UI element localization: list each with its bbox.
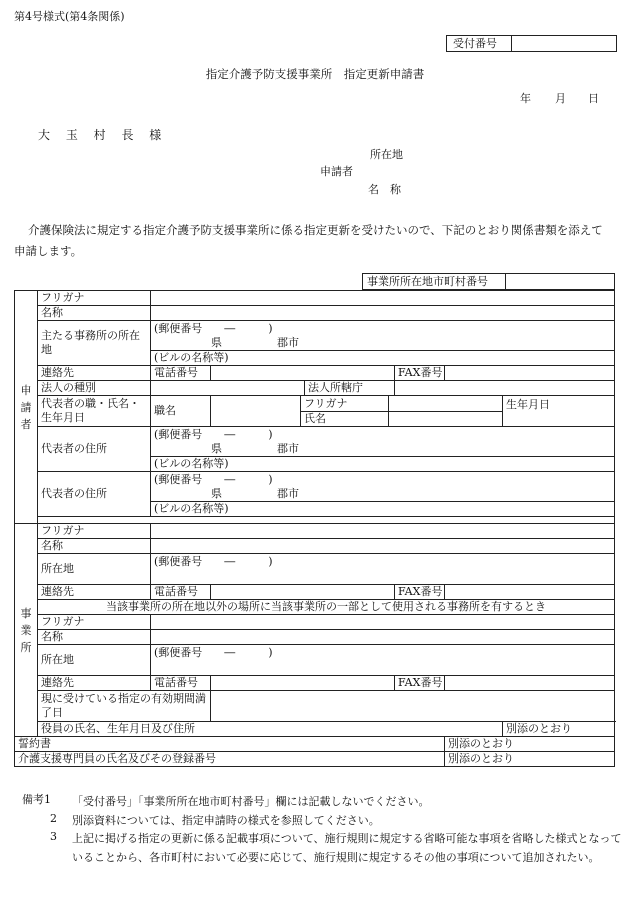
document-title: 指定介護予防支援事業所 指定更新申請書 xyxy=(205,67,425,81)
rep-address-building-2[interactable]: (ビルの名称等) xyxy=(151,501,615,516)
branch-phone-label: 電話番号 xyxy=(151,676,211,691)
applicant-name-field[interactable] xyxy=(151,306,615,321)
rep-address-building-1[interactable]: (ビルの名称等) xyxy=(151,456,615,471)
applicant-label: 申請者 xyxy=(320,165,353,178)
rep-furigana-field[interactable] xyxy=(389,396,503,412)
main-office-address-label: 主たる事務所の所在地 xyxy=(38,321,151,366)
rep-position-label: 職名 xyxy=(151,396,211,427)
note-3-label: 3 xyxy=(50,830,57,843)
corp-authority-label: 法人所轄庁 xyxy=(305,381,395,396)
date-year: 年 xyxy=(520,92,531,105)
applicant-furigana-field[interactable] xyxy=(151,291,615,306)
validity-expiry-field[interactable] xyxy=(211,691,615,722)
branch-fax-label: FAX番号 xyxy=(395,676,445,691)
main-office-postal[interactable]: (郵便番号 ― ) xyxy=(151,321,615,336)
applicant-contact-label: 連絡先 xyxy=(38,366,151,381)
corp-authority-field[interactable] xyxy=(395,381,615,396)
care-managers-label: 介護支援専門員の氏名及びその登録番号 xyxy=(15,752,445,767)
rep-furigana-label: フリガナ xyxy=(301,396,389,412)
care-managers-value: 別添のとおり xyxy=(445,752,615,767)
rep-title-name-dob-label: 代表者の職・氏名・生年月日 xyxy=(38,396,151,427)
office-address-field[interactable]: (郵便番号 ― ) xyxy=(151,554,615,585)
office-name-label: 名称 xyxy=(38,539,151,554)
branch-address-label: 所在地 xyxy=(38,645,151,676)
rep-position-field[interactable] xyxy=(211,396,301,427)
applicant-furigana-label: フリガナ xyxy=(38,291,151,306)
validity-expiry-label: 現に受けている指定の有効期間満了日 xyxy=(38,691,211,722)
branch-name-label: 名称 xyxy=(38,630,151,645)
main-office-pref-city[interactable]: 県 郡市 xyxy=(151,335,615,350)
applicant-name-label: 名 称 xyxy=(368,183,401,196)
rep-address-pref-city-1[interactable]: 県 郡市 xyxy=(151,441,615,456)
rep-name-label: 氏名 xyxy=(301,411,389,427)
intro-paragraph: 介護保険法に規定する指定介護予防支援事業所に係る指定更新を受けたいので、下記のとおり関係書類を添えて申請します。 xyxy=(14,223,603,258)
office-fax-field[interactable] xyxy=(445,585,615,600)
receipt-number-field[interactable] xyxy=(512,36,617,52)
date-line xyxy=(520,92,599,105)
municipality-code-field[interactable] xyxy=(506,274,615,290)
note-3-text: 上記に掲げる指定の更新に係る記載事項について、施行規則に規定する省略可能な事項を省略した様式となっていることから、各市町村において必要に応じて、施行規則に規定するその他の事項について追加されたい。 xyxy=(72,832,622,864)
notes-section xyxy=(22,793,622,867)
rep-address-postal-1[interactable]: (郵便番号 ― ) xyxy=(151,427,615,442)
note-3 xyxy=(22,830,622,867)
rep-address-pref-city-2[interactable]: 県 郡市 xyxy=(151,486,615,501)
rep-name-field[interactable] xyxy=(389,411,503,427)
rep-address-postal-2[interactable]: (郵便番号 ― ) xyxy=(151,472,615,487)
note-1 xyxy=(22,793,622,812)
office-furigana-field[interactable] xyxy=(151,524,615,539)
office-furigana-label: フリガナ xyxy=(38,524,151,539)
branch-fax-field[interactable] xyxy=(445,676,615,691)
receipt-number-box xyxy=(446,35,617,52)
date-day: 日 xyxy=(588,92,599,105)
note-2-label: 2 xyxy=(50,811,57,825)
branch-phone-field[interactable] xyxy=(211,676,395,691)
rep-dob-cell[interactable]: 生年月日 xyxy=(503,396,615,427)
form-number: 第4号様式(第4条関係) xyxy=(14,10,125,23)
note-1-label: 備考1 xyxy=(22,793,51,806)
office-phone-field[interactable] xyxy=(211,585,395,600)
application-table xyxy=(14,290,615,767)
officers-value: 別添のとおり xyxy=(503,722,615,737)
other-office-heading: 当該事業所の所在地以外の場所に当該事業所の一部として使用される事務所を有するとき xyxy=(38,600,615,615)
branch-name-field[interactable] xyxy=(151,630,615,645)
officers-label: 役員の氏名、生年月日及び住所 xyxy=(38,722,503,737)
applicant-location-label: 所在地 xyxy=(370,148,403,161)
municipality-code-box xyxy=(362,273,615,290)
office-contact-label: 連絡先 xyxy=(38,585,151,600)
applicant-name-row-label: 名称 xyxy=(38,306,151,321)
office-phone-label: 電話番号 xyxy=(151,585,211,600)
corp-type-label: 法人の種別 xyxy=(38,381,151,396)
branch-contact-label: 連絡先 xyxy=(38,676,151,691)
applicant-spacer xyxy=(38,517,615,524)
corp-type-field[interactable] xyxy=(151,381,305,396)
rep-address-label-2: 代表者の住所 xyxy=(38,472,151,517)
branch-furigana-field[interactable] xyxy=(151,615,615,630)
note-2 xyxy=(22,812,622,831)
section-office-label: 事業所 xyxy=(15,524,38,737)
municipality-code-label: 事業所所在地市町村番号 xyxy=(363,274,506,290)
office-name-field[interactable] xyxy=(151,539,615,554)
addressee: 大 玉 村 長 様 xyxy=(38,128,168,142)
branch-furigana-label: フリガナ xyxy=(38,615,151,630)
section-applicant-label: 申請者 xyxy=(15,291,38,524)
rep-address-label-1: 代表者の住所 xyxy=(38,427,151,472)
main-office-building[interactable]: (ビルの名称等) xyxy=(151,350,615,365)
applicant-fax-field[interactable] xyxy=(445,366,615,381)
applicant-phone-label: 電話番号 xyxy=(151,366,211,381)
branch-address-field[interactable]: (郵便番号 ― ) xyxy=(151,645,615,676)
note-1-text: 「受付番号」「事業所所在地市町村番号」欄には記載しないでください。 xyxy=(72,795,430,808)
office-address-label: 所在地 xyxy=(38,554,151,585)
office-fax-label: FAX番号 xyxy=(395,585,445,600)
date-month: 月 xyxy=(555,92,566,105)
receipt-number-label: 受付番号 xyxy=(447,36,512,52)
pledge-value: 別添のとおり xyxy=(445,737,615,752)
note-2-text: 別添資料については、指定申請時の様式を参照してください。 xyxy=(72,813,380,827)
applicant-fax-label: FAX番号 xyxy=(395,366,445,381)
applicant-phone-field[interactable] xyxy=(211,366,395,381)
pledge-label: 誓約書 xyxy=(15,737,445,752)
